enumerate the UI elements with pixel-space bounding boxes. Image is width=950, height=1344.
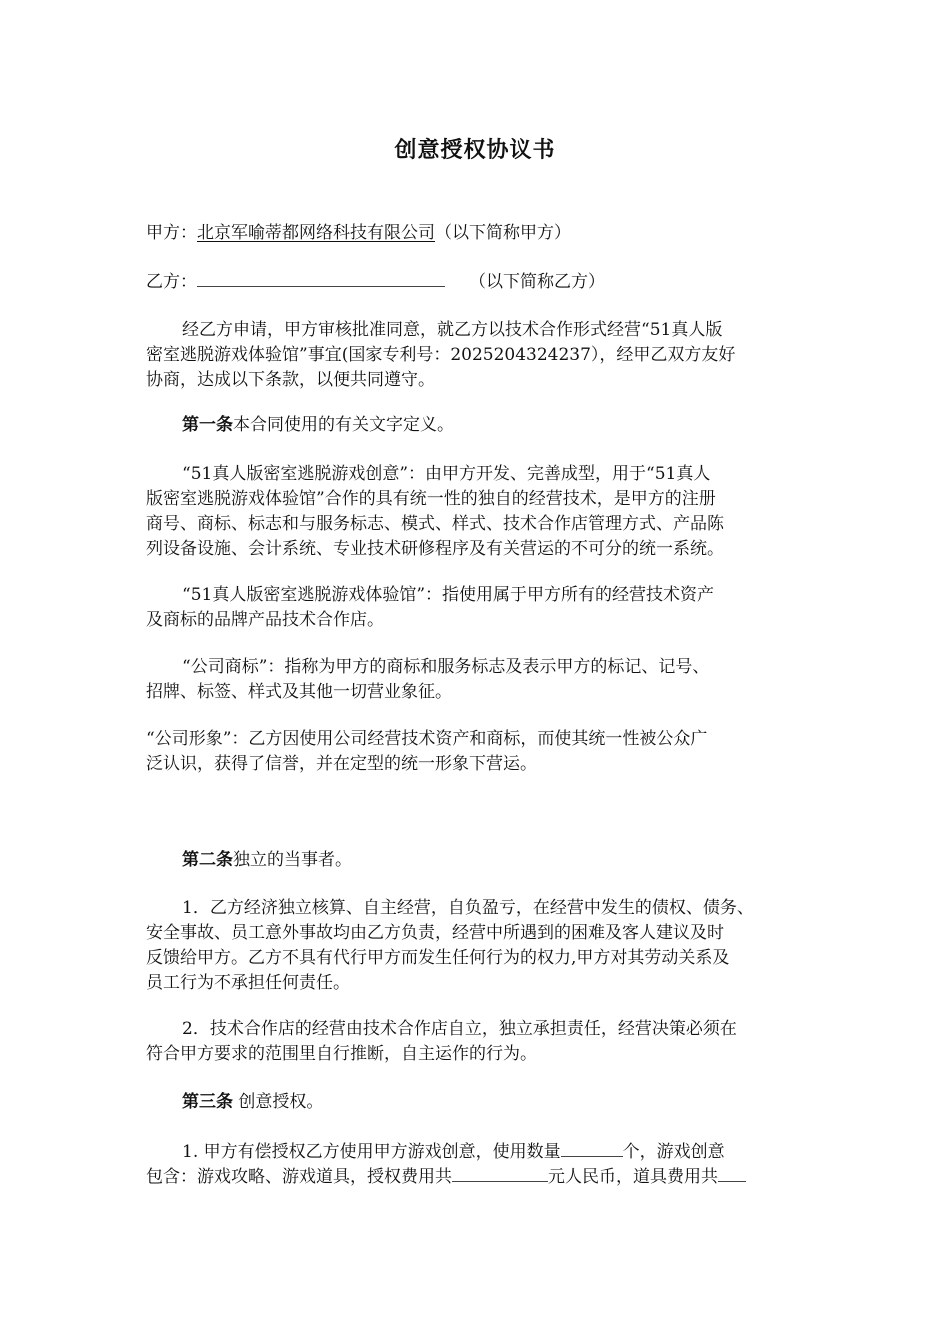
party-a-label: 甲方： xyxy=(146,223,197,243)
article-1-text: 本合同使用的有关文字定义。 xyxy=(233,415,454,435)
party-b-blank xyxy=(197,268,445,287)
party-b-suffix: （以下简称乙方） xyxy=(469,272,605,292)
document-title: 创意授权协议书 xyxy=(394,137,556,163)
intro-line-2: 密室逃脱游戏体验馆”事宜(国家专利号：2025204324237），经甲乙双方友好 xyxy=(146,345,736,365)
art2-item2-line-2: 符合甲方要求的范围里自行推断，自主运作的行为。 xyxy=(146,1044,537,1064)
def4-line-2: 泛认识，获得了信誉，并在定型的统一形象下营运。 xyxy=(146,754,537,774)
article-3-line xyxy=(146,1090,826,1115)
article-3-heading: 第三条 xyxy=(182,1092,233,1112)
def4-line-1: “公司形象”：乙方因使用公司经营技术资产和商标，而使其统一性被公众广 xyxy=(146,729,708,749)
party-b-label: 乙方： xyxy=(146,272,197,292)
article-2-line xyxy=(146,848,826,873)
props-fee-blank xyxy=(718,1163,746,1182)
art3-item1-text-a: 1. 甲方有偿授权乙方使用甲方游戏创意，使用数量 xyxy=(182,1142,561,1162)
article-1-heading: 第一条 xyxy=(182,415,233,435)
party-a-suffix: （以下简称甲方） xyxy=(435,223,571,243)
party-a-line xyxy=(146,221,826,246)
art3-item1-line-1 xyxy=(146,1138,826,1165)
art3-item1-line-2 xyxy=(146,1163,826,1190)
def3-line-2: 招牌、标签、样式及其他一切营业象征。 xyxy=(146,682,452,702)
quantity-blank xyxy=(561,1138,623,1157)
article-2-text: 独立的当事者。 xyxy=(233,850,352,870)
art2-item1-line-2: 安全事故、员工意外事故均由乙方负责，经营中所遇到的困难及客人建议及时 xyxy=(146,923,724,943)
party-b-line xyxy=(146,268,826,295)
article-1-line xyxy=(146,413,826,438)
party-a-name: 北京军喻蒂都网络科技有限公司 xyxy=(197,223,435,243)
art2-item1-line-3: 反馈给甲方。乙方不具有代行甲方而发生任何行为的权力,甲方对其劳动关系及 xyxy=(146,948,730,968)
def1-line-4: 列设备设施、会计系统、专业技术研修程序及有关营运的不可分的统一系统。 xyxy=(146,539,724,559)
art2-item1-line-1: 1．乙方经济独立核算、自主经营，自负盈亏，在经营中发生的债权、债务、 xyxy=(182,898,754,918)
article-3-text: 创意授权。 xyxy=(233,1092,324,1112)
art2-item2-line-1: 2．技术合作店的经营由技术合作店自立，独立承担责任，经营决策必须在 xyxy=(182,1019,737,1039)
art3-item1-text-d: 元人民币，道具费用共 xyxy=(548,1167,718,1187)
def1-line-2: 版密室逃脱游戏体验馆”合作的具有统一性的独自的经营技术，是甲方的注册 xyxy=(146,489,716,509)
art3-item1-text-c: 包含：游戏攻略、游戏道具，授权费用共 xyxy=(146,1167,452,1187)
def2-line-1: “51真人版密室逃脱游戏体验馆”：指使用属于甲方所有的经营技术资产 xyxy=(182,585,715,605)
def2-line-2: 及商标的品牌产品技术合作店。 xyxy=(146,610,384,630)
def3-line-1: “公司商标”：指称为甲方的商标和服务标志及表示甲方的标记、记号、 xyxy=(182,657,710,677)
intro-line-1: 经乙方申请，甲方审核批准同意，就乙方以技术合作形式经营“51真人版 xyxy=(182,320,723,340)
intro-line-3: 协商，达成以下条款，以便共同遵守。 xyxy=(146,370,435,390)
license-fee-blank xyxy=(452,1163,548,1182)
def1-line-1: “51真人版密室逃脱游戏创意”：由甲方开发、完善成型，用于“51真人 xyxy=(182,464,711,484)
art3-item1-text-b: 个，游戏创意 xyxy=(622,1142,725,1162)
art2-item1-line-4: 员工行为不承担任何责任。 xyxy=(146,973,350,993)
article-2-heading: 第二条 xyxy=(182,850,233,870)
def1-line-3: 商号、商标、标志和与服务标志、模式、样式、技术合作店管理方式、产品陈 xyxy=(146,514,724,534)
